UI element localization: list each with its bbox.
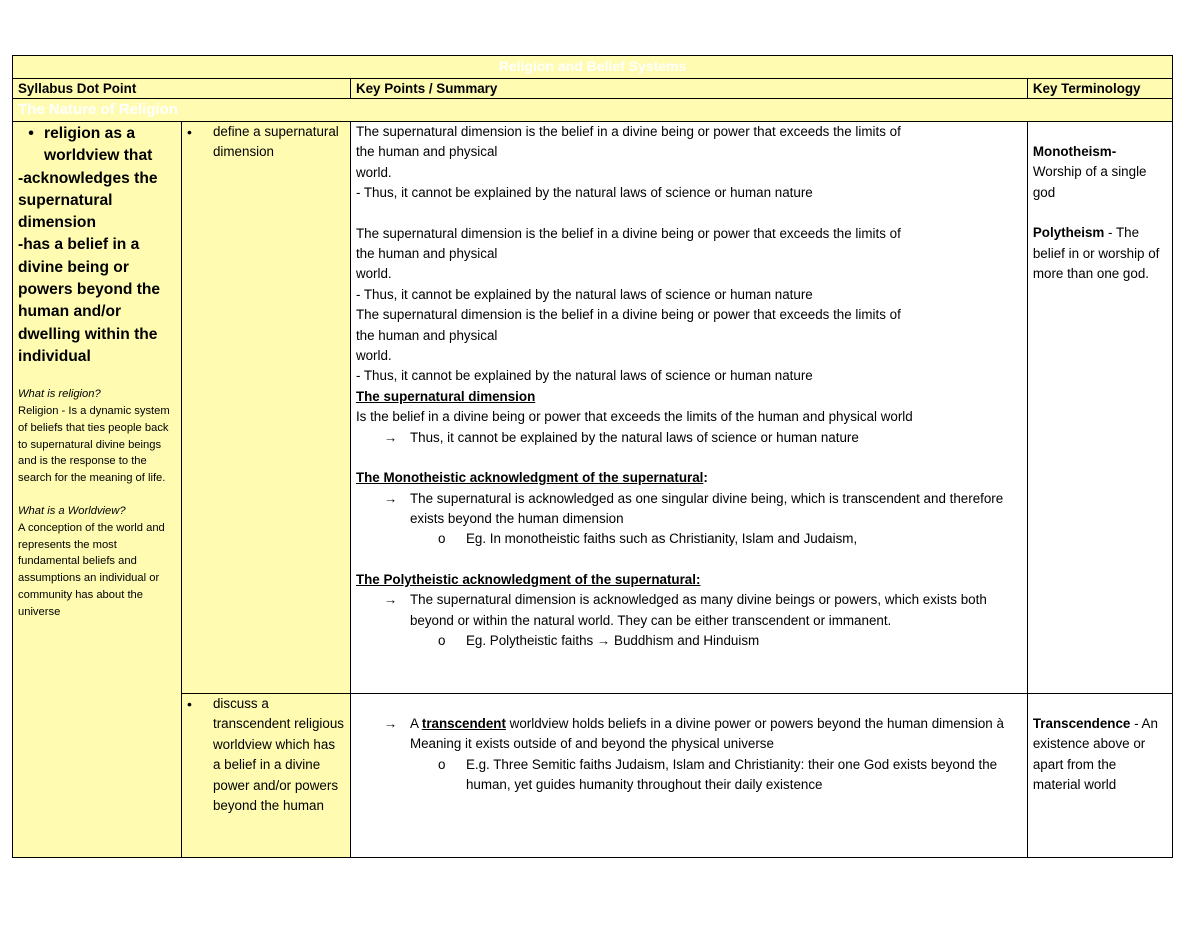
- key-points-cell-2: [350, 694, 1027, 858]
- table-title: Religion and Belief Systems: [13, 56, 1173, 79]
- example-text: Eg. Polytheistic faiths → Buddhism and Hinduism: [465, 632, 760, 648]
- dot-point-2: discuss a transcendent religious worldview which has a belief in a divine power and/or powers beyond the human: [212, 696, 344, 814]
- dot-point-cell-1: [181, 122, 350, 694]
- title-row: [13, 56, 1173, 79]
- header-syllabus: Syllabus Dot Point: [13, 79, 351, 99]
- circle-bullet-icon: o: [437, 756, 446, 772]
- para3-line: the human and physical: [355, 327, 498, 343]
- para1-line: world.: [355, 164, 392, 180]
- circle-bullet-icon: o: [437, 632, 446, 648]
- term-monotheism: Monotheism-: [1032, 144, 1117, 159]
- header-row: [13, 79, 1173, 99]
- header-terminology: Key Terminology: [1027, 79, 1172, 99]
- para2-line: The supernatural dimension is the belief in a divine being or power that exceeds the limits of: [355, 225, 901, 241]
- section-title: The Nature of Religion: [13, 99, 1173, 122]
- term-transcendence-def: - An existence above or apart from the material world: [1032, 716, 1158, 793]
- dot-point-cell-2: [181, 694, 350, 858]
- polytheistic-arrow-point: [356, 590, 1022, 631]
- transcendent-arrow-point: [356, 714, 1022, 755]
- main-line-2: -has a belief in a divine being or powers beyond the human and/or dwelling within the individual: [18, 236, 161, 365]
- transcendent-term: transcendent: [421, 716, 506, 731]
- polytheistic-example: [356, 631, 1022, 651]
- study-notes-table: [12, 55, 1173, 858]
- monotheistic-example: [356, 529, 1022, 549]
- para3-line: The supernatural dimension is the belief in a divine being or power that exceeds the limits of: [355, 307, 901, 323]
- question-religion: What is religion?: [18, 388, 101, 401]
- main-line-1: -acknowledges the supernatural dimension: [18, 169, 158, 232]
- main-bullet: [18, 123, 176, 168]
- para3-line: - Thus, it cannot be explained by the natural laws of science or human nature: [355, 368, 813, 384]
- para1-line: the human and physical: [355, 144, 498, 160]
- supernatural-arrow-point: [356, 428, 1022, 448]
- example-text: Eg. In monotheistic faiths such as Christianity, Islam and Judaism,: [465, 531, 858, 547]
- answer-religion: Religion - Is a dynamic system of beliefs that ties people back to supernatural divine beings and is the response to the search for the meaning of life.: [18, 405, 170, 485]
- header-key-points: Key Points / Summary: [350, 79, 1027, 99]
- supernatural-text: Is the belief in a divine being or power that exceeds the limits of the human and physical world: [355, 409, 913, 425]
- syllabus-main-cell: [13, 122, 182, 858]
- transcendent-text-wrap: [410, 714, 1022, 755]
- content-row-1: [13, 122, 1173, 694]
- answer-worldview: A conception of the world and represents the most fundamental beliefs and assumptions an individual or community has about the universe: [18, 521, 165, 618]
- terminology-cell-1: [1027, 122, 1172, 694]
- term-polytheism-def: - The belief in or worship of more than one god.: [1032, 225, 1160, 282]
- para1-line: The supernatural dimension is the belief in a divine being or power that exceeds the limits of: [355, 124, 901, 139]
- arrow-prefix: A: [409, 716, 422, 731]
- heading-supernatural: The supernatural dimension: [355, 388, 536, 404]
- term-polytheism: Polytheism: [1032, 225, 1105, 241]
- transcendent-example: [356, 755, 1022, 796]
- para3-line: world.: [355, 348, 392, 364]
- terminology-cell-2: [1027, 694, 1172, 858]
- heading-monotheistic-wrap: [356, 468, 1022, 488]
- heading-polytheistic: The Polytheistic acknowledgment of the supernatural:: [355, 571, 701, 587]
- term-transcendence: Transcendence: [1032, 716, 1131, 731]
- arrow-icon: →: [383, 490, 398, 506]
- para1-line: - Thus, it cannot be explained by the natural laws of science or human nature: [355, 185, 813, 201]
- heading-colon: :: [703, 470, 708, 486]
- bullet-dot-icon: •: [186, 124, 192, 140]
- arrow-text: worldview holds beliefs in a divine power or powers beyond the human dimension à Meaning it exists outside of and beyond the physical universe: [409, 716, 1004, 752]
- question-worldview: What is a Worldview?: [18, 505, 126, 518]
- content-row-2: [13, 694, 1173, 858]
- bullet-dot-icon: •: [28, 125, 34, 142]
- para2-line: world.: [355, 266, 392, 282]
- arrow-text: The supernatural is acknowledged as one singular divine being, which is transcendent and therefore exists beyond the human dimension: [409, 490, 1004, 526]
- arrow-text: Thus, it cannot be explained by the natural laws of science or human nature: [409, 429, 859, 445]
- bullet-dot-icon: •: [186, 696, 192, 712]
- arrow-icon: →: [383, 716, 398, 731]
- key-points-cell-1: [350, 122, 1027, 694]
- heading-monotheistic: The Monotheistic acknowledgment of the supernatural: [355, 470, 704, 486]
- arrow-icon: →: [383, 429, 398, 445]
- section-row: [13, 99, 1173, 122]
- term-transcendence-wrap: [1033, 714, 1167, 796]
- document-sheet: [12, 55, 1173, 858]
- para2-line: - Thus, it cannot be explained by the natural laws of science or human nature: [355, 286, 813, 302]
- term-monotheism-def: Worship of a single god: [1032, 164, 1147, 200]
- arrow-text: The supernatural dimension is acknowledged as many divine beings or powers, which exists both beyond or within the natural world. They can be either transcendent or immanent.: [409, 592, 987, 628]
- main-bullet-text: religion as a worldview that: [44, 125, 153, 165]
- example-text: E.g. Three Semitic faiths Judaism, Islam and Christianity: their one God exists beyond the human, yet guides humanity throughout their daily existence: [465, 756, 998, 793]
- term-polytheism-wrap: [1033, 223, 1167, 284]
- circle-bullet-icon: o: [437, 531, 446, 547]
- monotheistic-arrow-point: [356, 489, 1022, 530]
- arrow-icon: →: [383, 592, 398, 608]
- para2-line: the human and physical: [355, 246, 498, 262]
- dot-point-1: define a supernatural dimension: [212, 124, 339, 160]
